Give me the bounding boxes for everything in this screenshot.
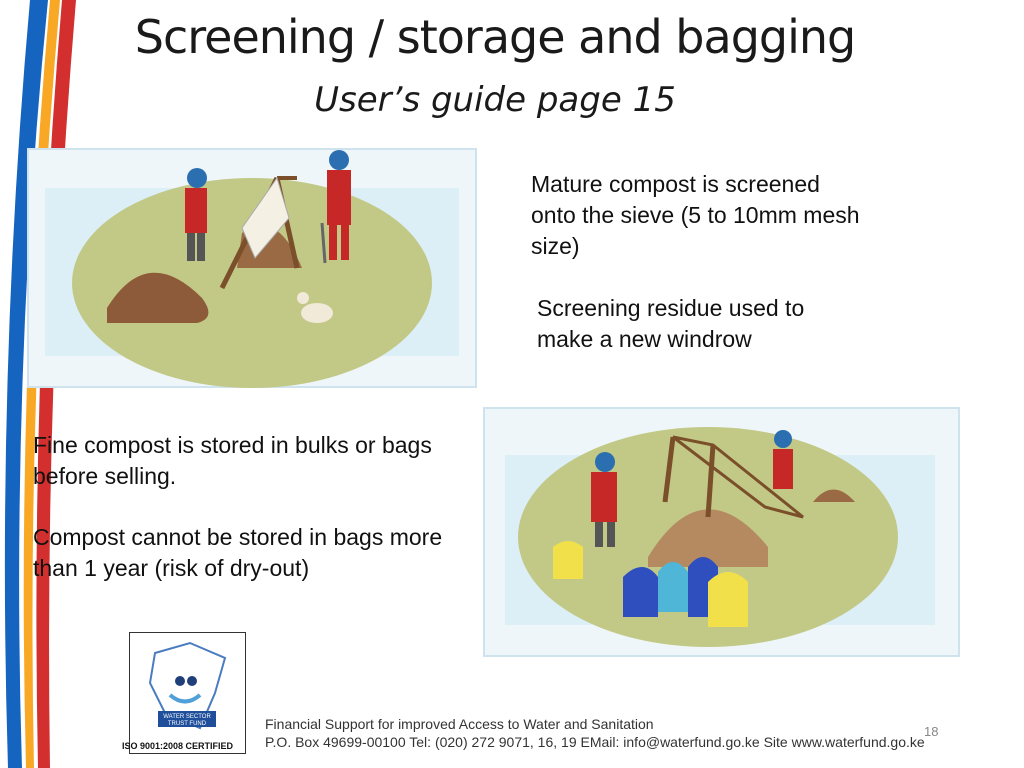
page-number: 18 <box>924 724 939 739</box>
sieve-description: Mature compost is screened onto the sieve (5 to 10mm mesh size) <box>531 171 860 259</box>
sieving-compost-illustration <box>27 148 477 388</box>
iso-certification: ISO 9001:2008 CERTIFIED <box>122 741 234 751</box>
organization-logo <box>129 632 246 754</box>
storage-description: Fine compost is stored in bulks or bags before selling. <box>33 432 432 489</box>
bag-storage-limit: Compost cannot be stored in bags more than 1 year (risk of dry-out) <box>33 524 443 581</box>
logo-org-line2: TRUST FUND <box>167 721 207 727</box>
footer-support-line: Financial Support for improved Access to Water and Sanitation <box>265 716 654 732</box>
bagging-compost-illustration <box>483 407 960 657</box>
kenya-map-icon <box>130 633 245 738</box>
slide-subtitle: User’s guide page 15 <box>314 80 676 120</box>
slide-title: Screening / storage and bagging <box>134 10 856 64</box>
logo-org-line1: WATER SECTOR <box>163 714 211 720</box>
footer-contact-line: P.O. Box 49699-00100 Tel: (020) 272 9071, 16, 19 EMail: info@waterfund.go.ke Site www.waterfund.go.ke <box>265 734 925 750</box>
residue-description: Screening residue used to make a new windrow <box>537 295 805 352</box>
